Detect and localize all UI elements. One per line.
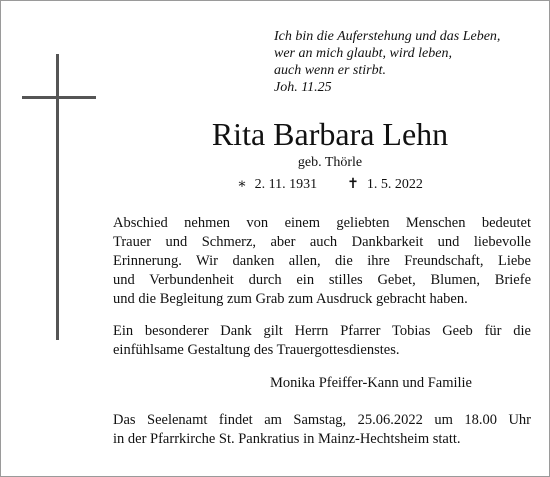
birth-name: geb. Thörle [297, 155, 363, 170]
text-line: Trauer und Schmerz, aber auch Dankbarkeit und liebevolle [113, 234, 531, 250]
quote-line: Ich bin die Auferstehung und das Leben, [274, 29, 501, 44]
cross-horizontal-beam [22, 96, 96, 99]
text-line: Das Seelenamt findet am Samstag, 25.06.2022 um 18.00 Uhr [113, 412, 531, 428]
farewell-paragraph [113, 214, 531, 309]
quote-line: auch wenn er stirbt. [274, 63, 386, 78]
requiem-paragraph [113, 411, 531, 449]
text-line: Erinnerung. Wir danken allen, die ihre Freundschaft, Liebe [113, 253, 531, 269]
death-date: 1. 5. 2022 [366, 177, 423, 192]
text-line: in der Pfarrkirche St. Pankratius in Mainz-Hechtsheim statt. [113, 431, 461, 447]
text-line: einfühlsame Gestaltung des Trauergottesdienstes. [113, 342, 400, 358]
deceased-name: Rita Barbara Lehn [211, 116, 449, 152]
text-line: Ein besonderer Dank gilt Herrn Pfarrer Tobias Geeb für die [113, 323, 531, 339]
signature: Monika Pfeiffer-Kann und Familie [270, 375, 472, 391]
quote-line: wer an mich glaubt, wird leben, [274, 46, 452, 61]
text-line: und Verbundenheit durch ein stilles Gebet, Blumen, Briefe [113, 272, 531, 288]
death-cross-icon: ✝ [347, 177, 359, 192]
birth-date: 2. 11. 1931 [254, 177, 318, 192]
text-line: Abschied nehmen von einem geliebten Menschen bedeutet [113, 215, 531, 231]
quote-reference: Joh. 11.25 [274, 80, 332, 95]
text-line: und die Begleitung zum Grab zum Ausdruck gebracht haben. [113, 291, 468, 307]
thanks-paragraph [113, 322, 531, 360]
bible-quote [274, 28, 544, 96]
birth-star-icon: ∗ [237, 177, 247, 192]
life-dates [130, 176, 530, 194]
cross-icon [22, 54, 96, 340]
